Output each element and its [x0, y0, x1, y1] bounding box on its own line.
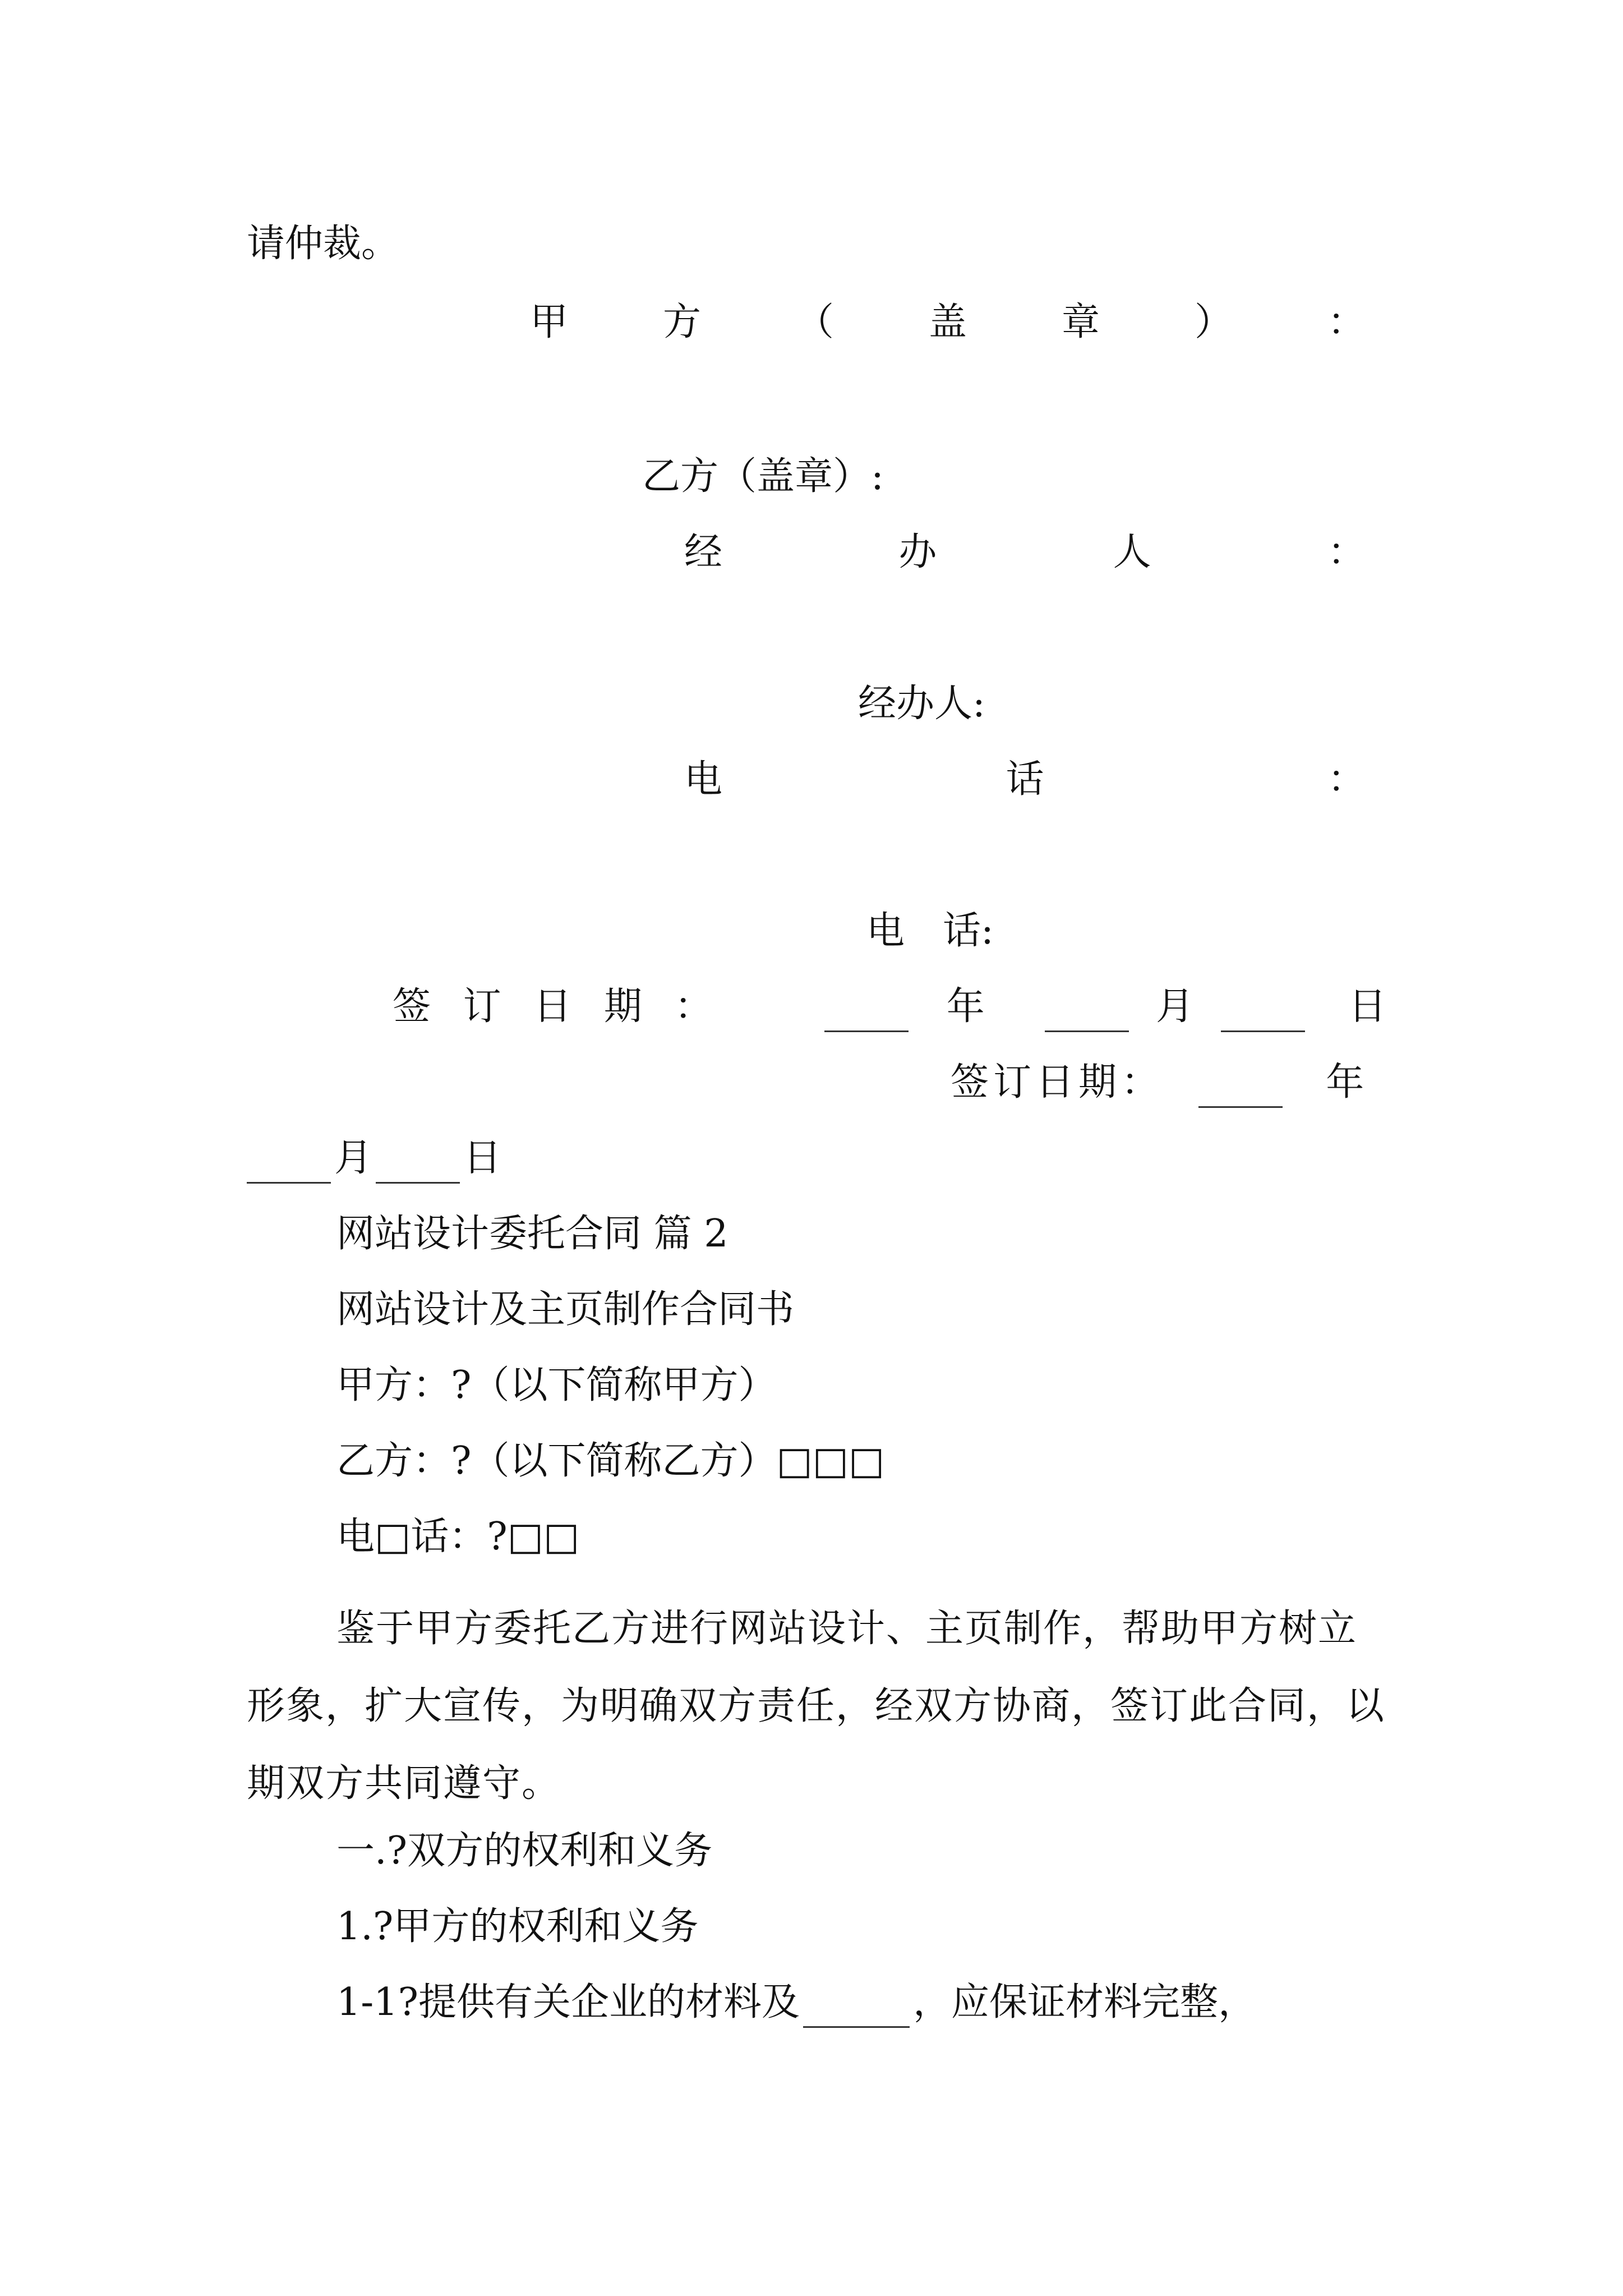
blank-month [1045, 997, 1129, 1032]
phone-line: 电□话：?□□ [336, 1515, 580, 1559]
char: 盖 [928, 300, 967, 344]
party-b-seal-line: 乙方（盖章）: [642, 454, 884, 499]
char: 甲 [530, 300, 569, 344]
sign-date-label: 签订日期： [951, 1060, 1164, 1105]
sign-date-label: 签 订 日 期 ： [393, 984, 723, 1029]
month-label: 月 [1155, 984, 1194, 1029]
blank-month [247, 1148, 331, 1184]
blank-field [803, 1993, 910, 2028]
char: 方 [662, 300, 701, 344]
clause-text: ，应保证材料完整， [912, 1980, 1256, 2024]
handler-a-line [684, 527, 1366, 578]
char: （ [795, 300, 834, 344]
clause-text: 1-1?提供有关企业的材料及 [336, 1980, 800, 2024]
month-label: 月 [334, 1136, 373, 1180]
blank-day [376, 1148, 460, 1184]
text-line: 请仲裁。 [247, 222, 400, 266]
party-a-seal-line [530, 297, 1366, 348]
section-heading: 一.?双方的权利和义务 [336, 1829, 713, 1873]
phone-a-line [684, 754, 1366, 805]
day-label: 日 [463, 1136, 502, 1180]
char: 办 [898, 530, 937, 574]
char: 章 [1061, 300, 1100, 344]
year-label: 年 [946, 984, 985, 1029]
clause-line [336, 1977, 1256, 2028]
blank-year [1198, 1073, 1283, 1108]
phone-b-line: 电 话: [866, 909, 994, 953]
char: 话 [1006, 757, 1044, 802]
contract-subtitle: 网站设计及主页制作合同书 [336, 1287, 795, 1332]
char: ： [1327, 530, 1366, 574]
sign-date-b-cont [247, 1133, 501, 1184]
handler-b-line: 经办人: [858, 682, 985, 726]
day-label: 日 [1348, 984, 1387, 1029]
intro-paragraph: 鉴于甲方委托乙方进行网站设计、主页制作，帮助甲方树立形象，扩大宣传，为明确双方责任，经双方协商，签订此合同，以期双方共同遵守。 [247, 1607, 1386, 1806]
sign-date-a-line [393, 982, 1391, 1032]
char: ： [1327, 300, 1366, 344]
section-title: 网站设计委托合同 篇 2 [336, 1212, 728, 1256]
char: ： [1327, 757, 1366, 802]
party-a-line: 甲方：?（以下简称甲方） [336, 1363, 777, 1407]
blank-day [1221, 997, 1305, 1032]
char: 经 [684, 530, 723, 574]
year-label: 年 [1326, 1060, 1364, 1105]
char: 电 [684, 757, 723, 802]
char: 人 [1113, 530, 1151, 574]
party-b-line: 乙方：?（以下简称乙方）□□□ [336, 1439, 885, 1483]
char: ） [1194, 300, 1233, 344]
blank-year [824, 997, 909, 1032]
sign-date-b-line [951, 1057, 1364, 1108]
subsection-heading: 1.?甲方的权利和义务 [336, 1904, 699, 1949]
